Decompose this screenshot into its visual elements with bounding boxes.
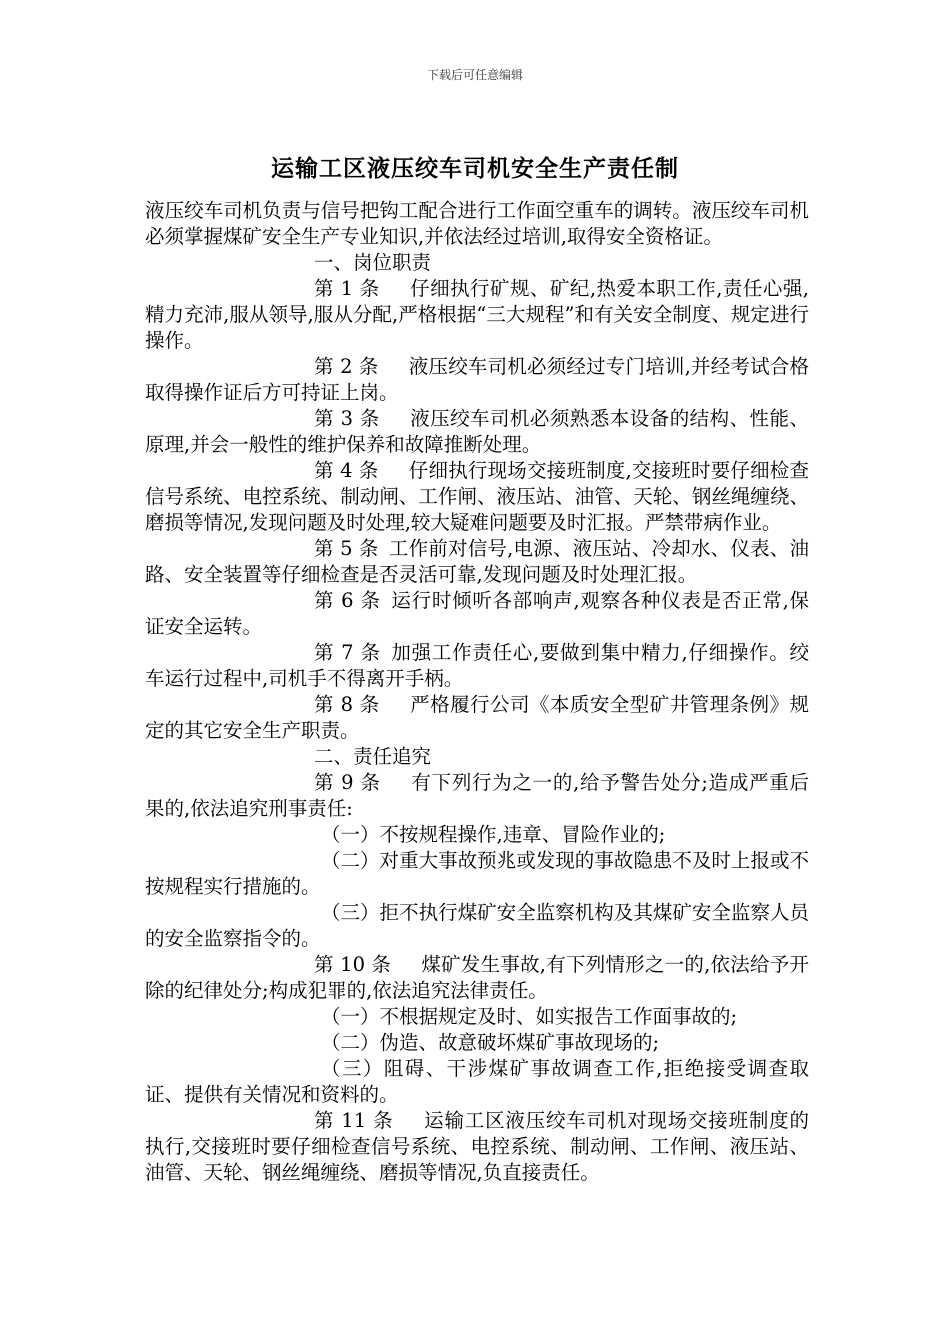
article-number: 第 5 条 xyxy=(314,537,379,560)
article-4 xyxy=(145,458,809,536)
header-note: 下载后可任意编辑 xyxy=(426,68,523,82)
article-9 xyxy=(145,770,809,822)
article-9-item-1: （一）不按规程操作,违章、冒险作业的; xyxy=(321,823,666,846)
article-number: 第 10 条 xyxy=(314,953,392,976)
article-9-item-3: （三）拒不执行煤矿安全监察机构及其煤矿安全监察人员的安全监察指令的。 xyxy=(145,901,809,950)
article-2 xyxy=(145,354,809,406)
article-number: 第 4 条 xyxy=(314,459,379,482)
article-number: 第 6 条 xyxy=(314,589,381,612)
article-10-item-1: （一）不根据规定及时、如实报告工作面事故的; xyxy=(321,1005,738,1028)
article-5 xyxy=(145,536,809,588)
article-number: 第 8 条 xyxy=(314,693,380,716)
article-10 xyxy=(145,952,809,1004)
article-9-item-2: （二）对重大事故预兆或发现的事故隐患不及时上报或不按规程实行措施的。 xyxy=(145,849,809,898)
article-text: 运输工区液压绞车司机对现场交接班制度的执行,交接班时要仔细检查信号系统、电控系统、制动闸、工作闸、液压站、油管、天轮、钢丝绳缠绕、磨损等情况,负直接责任。 xyxy=(145,1109,809,1184)
document-body xyxy=(145,198,809,1186)
article-10-item-3: （三）阻碍、干涉煤矿事故调查工作,拒绝接受调查取证、提供有关情况和资料的。 xyxy=(145,1057,809,1106)
article-number: 第 9 条 xyxy=(314,771,381,794)
article-number: 第 11 条 xyxy=(314,1109,394,1132)
article-text: 液压绞车司机必须经过专门培训,并经考试合格取得操作证后方可持证上岗。 xyxy=(145,355,809,404)
article-text: 有下列行为之一的,给予警告处分;造成严重后果的,依法追究刑事责任: xyxy=(145,771,809,820)
article-number: 第 1 条 xyxy=(314,277,380,300)
article-number: 第 3 条 xyxy=(314,407,380,430)
article-text: 加强工作责任心,要做到集中精力,仔细操作。绞车运行过程中,司机手不得离开手柄。 xyxy=(145,641,809,690)
article-11 xyxy=(145,1108,809,1186)
article-1 xyxy=(145,276,809,354)
article-text: 运行时倾听各部响声,观察各种仪表是否正常,保证安全运转。 xyxy=(145,589,809,638)
article-number: 第 2 条 xyxy=(314,355,379,378)
article-6 xyxy=(145,588,809,640)
article-text: 仔细执行矿规、矿纪,热爱本职工作,责任心强,精力充沛,服从领导,服从分配,严格根据“三大规程”和有关安全制度、规定进行操作。 xyxy=(145,277,809,352)
article-text: 工作前对信号,电源、液压站、冷却水、仪表、油路、安全装置等仔细检查是否灵活可靠,发现问题及时处理汇报。 xyxy=(145,537,809,586)
article-text: 严格履行公司《本质安全型矿井管理条例》规定的其它安全生产职责。 xyxy=(145,693,809,742)
document-title: 运输工区液压绞车司机安全生产责任制 xyxy=(271,155,679,182)
article-number: 第 7 条 xyxy=(314,641,381,664)
article-8 xyxy=(145,692,809,744)
article-10-item-2: （二）伪造、故意破坏煤矿事故现场的; xyxy=(321,1031,660,1054)
article-text: 仔细执行现场交接班制度,交接班时要仔细检查信号系统、电控系统、制动闸、工作闸、液压站、油管、天轮、钢丝绳缠绕、磨损等情况,发现问题及时处理,较大疑难问题要及时汇报。严禁带病作业。 xyxy=(145,459,809,534)
article-text: 液压绞车司机必须熟悉本设备的结构、性能、原理,并会一般性的维护保养和故障推断处理。 xyxy=(145,407,809,456)
section-heading-duties: 一、岗位职责 xyxy=(314,251,432,274)
article-3 xyxy=(145,406,809,458)
section-heading-accountability: 二、责任追究 xyxy=(314,745,432,768)
article-text: 煤矿发生事故,有下列情形之一的,依法给予开除的纪律处分;构成犯罪的,依法追究法律责任。 xyxy=(145,953,809,1002)
article-7 xyxy=(145,640,809,692)
intro-paragraph: 液压绞车司机负责与信号把钩工配合进行工作面空重车的调转。液压绞车司机必须掌握煤矿安全生产专业知识,并依法经过培训,取得安全资格证。 xyxy=(145,199,809,248)
